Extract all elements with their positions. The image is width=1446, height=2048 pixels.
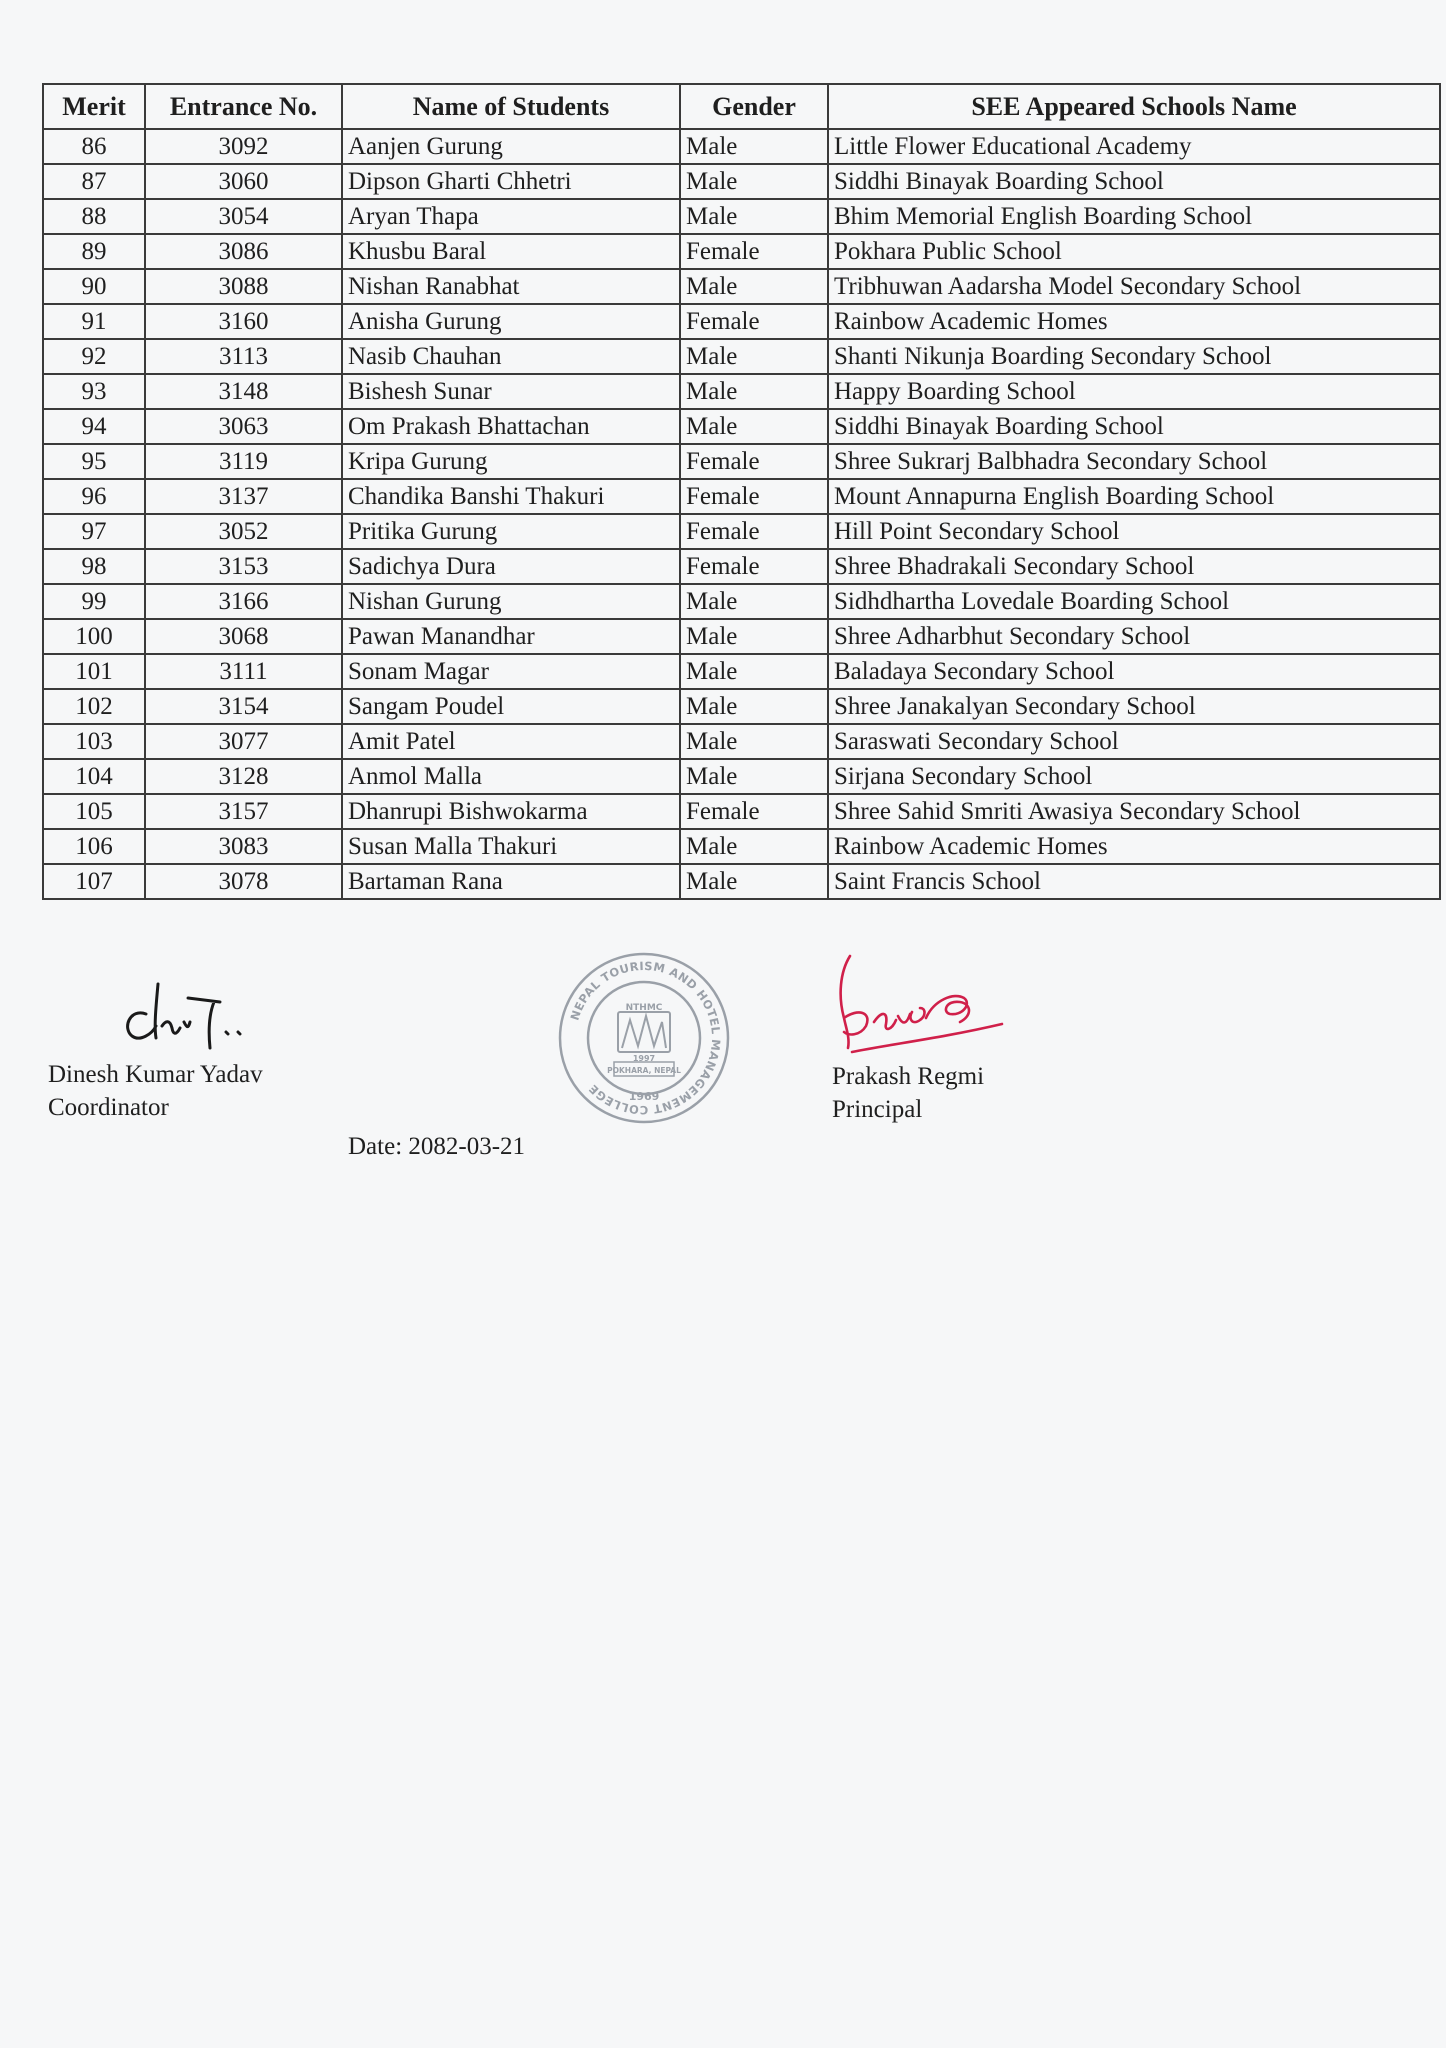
cell-school-name: Rainbow Academic Homes (828, 829, 1440, 864)
cell-student-name: Aanjen Gurung (342, 129, 680, 164)
cell-student-name: Pawan Manandhar (342, 619, 680, 654)
cell-school-name: Shanti Nikunja Boarding Secondary School (828, 339, 1440, 374)
cell-student-name: Sangam Poudel (342, 689, 680, 724)
cell-student-name: Khusbu Baral (342, 234, 680, 269)
table-row (43, 514, 1440, 549)
cell-school-name: Pokhara Public School (828, 234, 1440, 269)
cell-gender: Female (680, 304, 828, 339)
table-row (43, 794, 1440, 829)
cell-school-name: Shree Bhadrakali Secondary School (828, 549, 1440, 584)
table-row (43, 864, 1440, 899)
cell-merit: 107 (43, 864, 145, 899)
cell-student-name: Chandika Banshi Thakuri (342, 479, 680, 514)
cell-student-name: Bishesh Sunar (342, 374, 680, 409)
cell-entrance-no: 3113 (145, 339, 342, 374)
cell-gender: Male (680, 269, 828, 304)
issue-date: Date: 2082-03-21 (348, 1133, 526, 1160)
table-header-row (43, 84, 1440, 129)
cell-student-name: Nishan Ranabhat (342, 269, 680, 304)
cell-gender: Female (680, 234, 828, 269)
cell-school-name: Happy Boarding School (828, 374, 1440, 409)
coordinator-title: Coordinator (48, 1094, 169, 1121)
cell-merit: 97 (43, 514, 145, 549)
cell-entrance-no: 3166 (145, 584, 342, 619)
cell-school-name: Rainbow Academic Homes (828, 304, 1440, 339)
cell-student-name: Amit Patel (342, 724, 680, 759)
cell-gender: Male (680, 689, 828, 724)
cell-gender: Male (680, 759, 828, 794)
coordinator-signature (118, 976, 248, 1056)
table-row (43, 304, 1440, 339)
table-row (43, 234, 1440, 269)
cell-student-name: Sadichya Dura (342, 549, 680, 584)
cell-entrance-no: 3157 (145, 794, 342, 829)
cell-entrance-no: 3148 (145, 374, 342, 409)
cell-merit: 101 (43, 654, 145, 689)
cell-merit: 92 (43, 339, 145, 374)
cell-gender: Female (680, 549, 828, 584)
cell-gender: Male (680, 199, 828, 234)
cell-entrance-no: 3086 (145, 234, 342, 269)
cell-school-name: Baladaya Secondary School (828, 654, 1440, 689)
cell-school-name: Shree Janakalyan Secondary School (828, 689, 1440, 724)
coordinator-name: Dinesh Kumar Yadav (48, 1061, 263, 1088)
cell-gender: Male (680, 724, 828, 759)
cell-student-name: Om Prakash Bhattachan (342, 409, 680, 444)
cell-student-name: Pritika Gurung (342, 514, 680, 549)
table-row (43, 829, 1440, 864)
cell-entrance-no: 3111 (145, 654, 342, 689)
cell-school-name: Sirjana Secondary School (828, 759, 1440, 794)
seal-ring-text: NEPAL TOURISM AND HOTEL MANAGEMENT COLLEGE (567, 958, 724, 1118)
cell-gender: Male (680, 339, 828, 374)
cell-school-name: Saraswati Secondary School (828, 724, 1440, 759)
cell-merit: 105 (43, 794, 145, 829)
cell-gender: Female (680, 794, 828, 829)
cell-student-name: Sonam Magar (342, 654, 680, 689)
cell-gender: Male (680, 654, 828, 689)
cell-entrance-no: 3119 (145, 444, 342, 479)
cell-entrance-no: 3054 (145, 199, 342, 234)
cell-gender: Female (680, 514, 828, 549)
cell-gender: Male (680, 584, 828, 619)
cell-gender: Male (680, 164, 828, 199)
cell-merit: 94 (43, 409, 145, 444)
cell-gender: Male (680, 374, 828, 409)
principal-block (832, 1060, 984, 1126)
cell-gender: Male (680, 129, 828, 164)
cell-school-name: Sidhdhartha Lovedale Boarding School (828, 584, 1440, 619)
cell-student-name: Anisha Gurung (342, 304, 680, 339)
cell-school-name: Mount Annapurna English Boarding School (828, 479, 1440, 514)
table-row (43, 374, 1440, 409)
seal-abbr: NTHMC (625, 1003, 663, 1013)
cell-merit: 93 (43, 374, 145, 409)
cell-entrance-no: 3068 (145, 619, 342, 654)
cell-gender: Male (680, 619, 828, 654)
cell-entrance-no: 3060 (145, 164, 342, 199)
header-student-name: Name of Students (342, 84, 680, 129)
cell-student-name: Aryan Thapa (342, 199, 680, 234)
cell-entrance-no: 3063 (145, 409, 342, 444)
cell-merit: 88 (43, 199, 145, 234)
cell-school-name: Siddhi Binayak Boarding School (828, 409, 1440, 444)
cell-gender: Male (680, 409, 828, 444)
cell-merit: 102 (43, 689, 145, 724)
principal-title: Principal (832, 1096, 923, 1123)
merit-list-table (42, 83, 1441, 900)
table-row (43, 164, 1440, 199)
table-body (43, 129, 1440, 899)
table-row (43, 339, 1440, 374)
cell-merit: 87 (43, 164, 145, 199)
cell-school-name: Little Flower Educational Academy (828, 129, 1440, 164)
cell-school-name: Hill Point Secondary School (828, 514, 1440, 549)
cell-merit: 96 (43, 479, 145, 514)
cell-merit: 104 (43, 759, 145, 794)
table-row (43, 479, 1440, 514)
cell-entrance-no: 3078 (145, 864, 342, 899)
table-row (43, 584, 1440, 619)
cell-student-name: Dipson Gharti Chhetri (342, 164, 680, 199)
cell-entrance-no: 3160 (145, 304, 342, 339)
cell-gender: Female (680, 479, 828, 514)
table-row (43, 549, 1440, 584)
cell-entrance-no: 3128 (145, 759, 342, 794)
cell-merit: 90 (43, 269, 145, 304)
cell-merit: 89 (43, 234, 145, 269)
cell-merit: 100 (43, 619, 145, 654)
table-row (43, 199, 1440, 234)
cell-student-name: Bartaman Rana (342, 864, 680, 899)
seal-year: 1969 (628, 1090, 660, 1103)
cell-merit: 95 (43, 444, 145, 479)
table-row (43, 759, 1440, 794)
cell-student-name: Susan Malla Thakuri (342, 829, 680, 864)
table-row (43, 689, 1440, 724)
table-row (43, 654, 1440, 689)
table-row (43, 619, 1440, 654)
cell-student-name: Anmol Malla (342, 759, 680, 794)
cell-entrance-no: 3077 (145, 724, 342, 759)
table-row (43, 269, 1440, 304)
cell-school-name: Bhim Memorial English Boarding School (828, 199, 1440, 234)
cell-merit: 86 (43, 129, 145, 164)
table-row (43, 444, 1440, 479)
principal-name: Prakash Regmi (832, 1063, 985, 1090)
college-seal (556, 950, 732, 1126)
header-entrance-no: Entrance No. (145, 84, 342, 129)
cell-student-name: Nasib Chauhan (342, 339, 680, 374)
cell-gender: Male (680, 864, 828, 899)
cell-entrance-no: 3092 (145, 129, 342, 164)
header-gender: Gender (680, 84, 828, 129)
cell-school-name: Saint Francis School (828, 864, 1440, 899)
cell-merit: 91 (43, 304, 145, 339)
cell-school-name: Shree Sukrarj Balbhadra Secondary School (828, 444, 1440, 479)
header-merit: Merit (43, 84, 145, 129)
table-row (43, 129, 1440, 164)
cell-student-name: Kripa Gurung (342, 444, 680, 479)
coordinator-block (48, 1058, 263, 1124)
cell-entrance-no: 3083 (145, 829, 342, 864)
cell-school-name: Tribhuwan Aadarsha Model Secondary School (828, 269, 1440, 304)
header-school-name: SEE Appeared Schools Name (828, 84, 1440, 129)
seal-inner-year: 1997 (632, 1054, 656, 1063)
cell-gender: Male (680, 829, 828, 864)
cell-entrance-no: 3153 (145, 549, 342, 584)
cell-merit: 99 (43, 584, 145, 619)
cell-student-name: Nishan Gurung (342, 584, 680, 619)
cell-gender: Female (680, 444, 828, 479)
cell-school-name: Shree Adharbhut Secondary School (828, 619, 1440, 654)
cell-entrance-no: 3137 (145, 479, 342, 514)
cell-entrance-no: 3154 (145, 689, 342, 724)
table-row (43, 409, 1440, 444)
cell-school-name: Shree Sahid Smriti Awasiya Secondary School (828, 794, 1440, 829)
cell-merit: 106 (43, 829, 145, 864)
seal-place: POKHARA, NEPAL (607, 1066, 681, 1075)
cell-merit: 98 (43, 549, 145, 584)
cell-student-name: Dhanrupi Bishwokarma (342, 794, 680, 829)
cell-entrance-no: 3052 (145, 514, 342, 549)
cell-merit: 103 (43, 724, 145, 759)
cell-school-name: Siddhi Binayak Boarding School (828, 164, 1440, 199)
table-row (43, 724, 1440, 759)
cell-entrance-no: 3088 (145, 269, 342, 304)
